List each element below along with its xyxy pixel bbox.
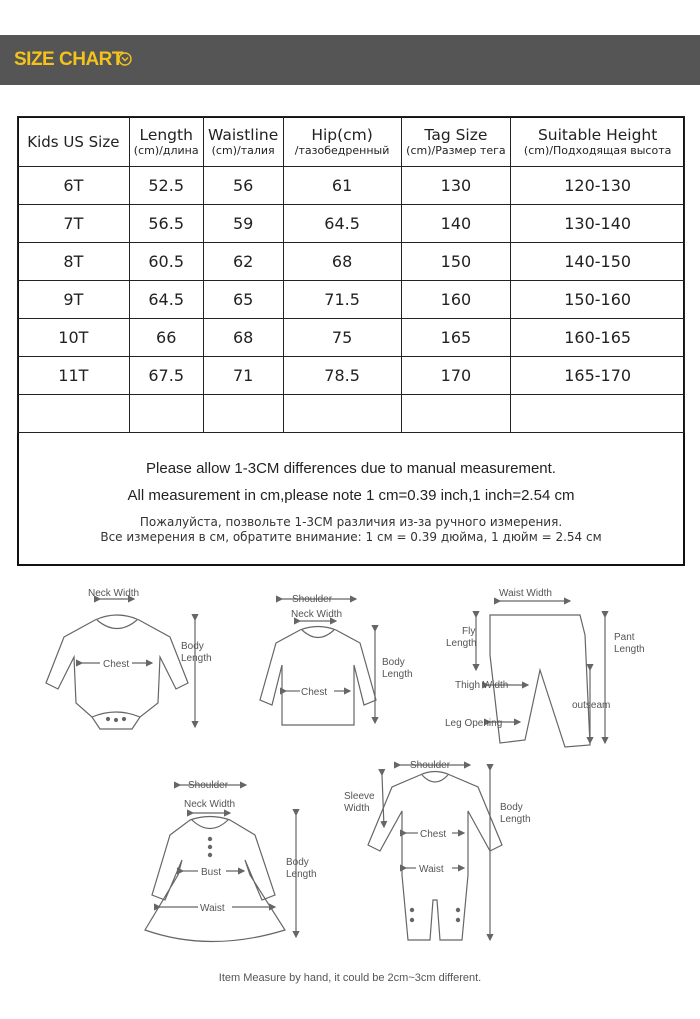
- cell-tag-size: [401, 395, 511, 433]
- table-row: [18, 357, 685, 395]
- cell-hip: 64.5: [283, 205, 401, 243]
- cell-tag-size: 170: [401, 357, 511, 395]
- cell-tag-size: 160: [401, 281, 511, 319]
- bodysuit-length-label: Length: [181, 653, 212, 664]
- cell-size: 9T: [18, 281, 130, 319]
- dress-shoulder-label: Shoulder: [188, 780, 229, 791]
- header-hip: Hip(cm) /тазобедренный: [283, 117, 401, 167]
- cell-hip: 78.5: [283, 357, 401, 395]
- header-tag-size: Tag Size (cm)/Размер тега: [401, 117, 511, 167]
- shirt-body-label: Body: [382, 657, 405, 668]
- romper-sleeve-width-label: Width: [344, 803, 370, 814]
- cell-tag-size: 150: [401, 243, 511, 281]
- pants-fly-length-label: Length: [446, 638, 477, 649]
- measure-disclaimer: Item Measure by hand, it could be 2cm~3cm different.: [218, 972, 482, 984]
- header-waistline: Waistline (cm)/талия: [203, 117, 283, 167]
- shirt-shoulder-label: Shoulder: [292, 594, 333, 605]
- romper-chest-label: Chest: [420, 829, 447, 840]
- cell-waistline: 59: [203, 205, 283, 243]
- size-chart-banner: [0, 35, 700, 85]
- size-chart-box: [17, 116, 685, 566]
- cell-tag-size: 165: [401, 319, 511, 357]
- table-header-row: [18, 117, 685, 167]
- header-length: Length (cm)/длина: [129, 117, 203, 167]
- dress-bust-label: Bust: [201, 867, 222, 878]
- cell-size: 6T: [18, 167, 130, 205]
- cell-height: 165-170: [511, 357, 685, 395]
- table-row: [18, 319, 685, 357]
- dress-neck-label: Neck Width: [184, 799, 236, 810]
- cell-size: [18, 395, 130, 433]
- cell-size: 10T: [18, 319, 130, 357]
- cell-size: 7T: [18, 205, 130, 243]
- cell-size: 8T: [18, 243, 130, 281]
- shirt-length-label: Length: [382, 669, 413, 680]
- pants-pant-length-label: Length: [614, 644, 645, 655]
- cell-length: 56.5: [129, 205, 203, 243]
- cell-height: 120-130: [511, 167, 685, 205]
- cell-waistline: 68: [203, 319, 283, 357]
- cell-length: 60.5: [129, 243, 203, 281]
- shirt-neck-label: Neck Width: [291, 609, 343, 620]
- bodysuit-neck-label: Neck Width: [88, 588, 140, 599]
- dress-length-label: Length: [286, 869, 317, 880]
- banner-title: SIZE CHART: [14, 49, 123, 70]
- cell-hip: [283, 395, 401, 433]
- cell-height: [511, 395, 685, 433]
- cell-height: 130-140: [511, 205, 685, 243]
- table-row: [18, 167, 685, 205]
- table-row: [18, 243, 685, 281]
- size-table: [17, 116, 685, 433]
- romper-waist-label: Waist: [419, 864, 444, 875]
- romper-body-label: Body: [500, 802, 523, 813]
- cell-length: 52.5: [129, 167, 203, 205]
- romper-diagram: [368, 765, 502, 940]
- bodysuit-body-label: Body: [181, 641, 204, 652]
- dress-waist-label: Waist: [200, 903, 225, 914]
- romper-sleeve-label: Sleeve: [344, 791, 375, 802]
- cell-length: 66: [129, 319, 203, 357]
- cell-length: 67.5: [129, 357, 203, 395]
- table-row-empty: [18, 395, 685, 433]
- cell-hip: 61: [283, 167, 401, 205]
- cell-hip: 71.5: [283, 281, 401, 319]
- cell-length: 64.5: [129, 281, 203, 319]
- cell-size: 11T: [18, 357, 130, 395]
- measurement-diagrams: [0, 575, 700, 995]
- pants-leg-label: Leg Opening: [445, 718, 503, 729]
- pants-waist-label: Waist Width: [499, 588, 552, 599]
- cell-tag-size: 130: [401, 167, 511, 205]
- cell-hip: 68: [283, 243, 401, 281]
- pants-thigh-label: Thigh Width: [455, 680, 509, 691]
- table-row: [18, 205, 685, 243]
- romper-length-label: Length: [500, 814, 531, 825]
- pants-fly-label: Fly: [462, 626, 476, 637]
- header-size: Kids US Size: [18, 117, 130, 167]
- table-row: [18, 281, 685, 319]
- note-units: All measurement in cm,please note 1 cm=0.39 inch,1 inch=2.54 cm: [127, 487, 575, 504]
- shirt-chest-label: Chest: [301, 687, 328, 698]
- cell-height: 140-150: [511, 243, 685, 281]
- pants-pant-label: Pant: [614, 632, 635, 643]
- header-suitable-height: Suitable Height (cm)/Подходящая высота: [511, 117, 685, 167]
- note-allow-difference: Please allow 1-3CM differences due to manual measurement.: [146, 460, 556, 477]
- chevron-down-circle-icon: [118, 52, 132, 66]
- cell-length: [129, 395, 203, 433]
- cell-waistline: 62: [203, 243, 283, 281]
- bodysuit-chest-label: Chest: [103, 659, 130, 670]
- cell-hip: 75: [283, 319, 401, 357]
- dress-body-label: Body: [286, 857, 309, 868]
- cell-tag-size: 140: [401, 205, 511, 243]
- cell-waistline: 71: [203, 357, 283, 395]
- romper-shoulder-label: Shoulder: [410, 760, 451, 771]
- cell-waistline: 65: [203, 281, 283, 319]
- cell-waistline: [203, 395, 283, 433]
- pants-outseam-label: outseam: [572, 700, 611, 711]
- cell-waistline: 56: [203, 167, 283, 205]
- note-units-ru: Все измерения в см, обратите внимание: 1 см = 0.39 дюйма, 1 дюйм = 2.54 см: [100, 530, 602, 544]
- note-allow-difference-ru: Пожалуйста, позвольте 1-3CM различия из-за ручного измерения.: [139, 515, 563, 529]
- cell-height: 160-165: [511, 319, 685, 357]
- cell-height: 150-160: [511, 281, 685, 319]
